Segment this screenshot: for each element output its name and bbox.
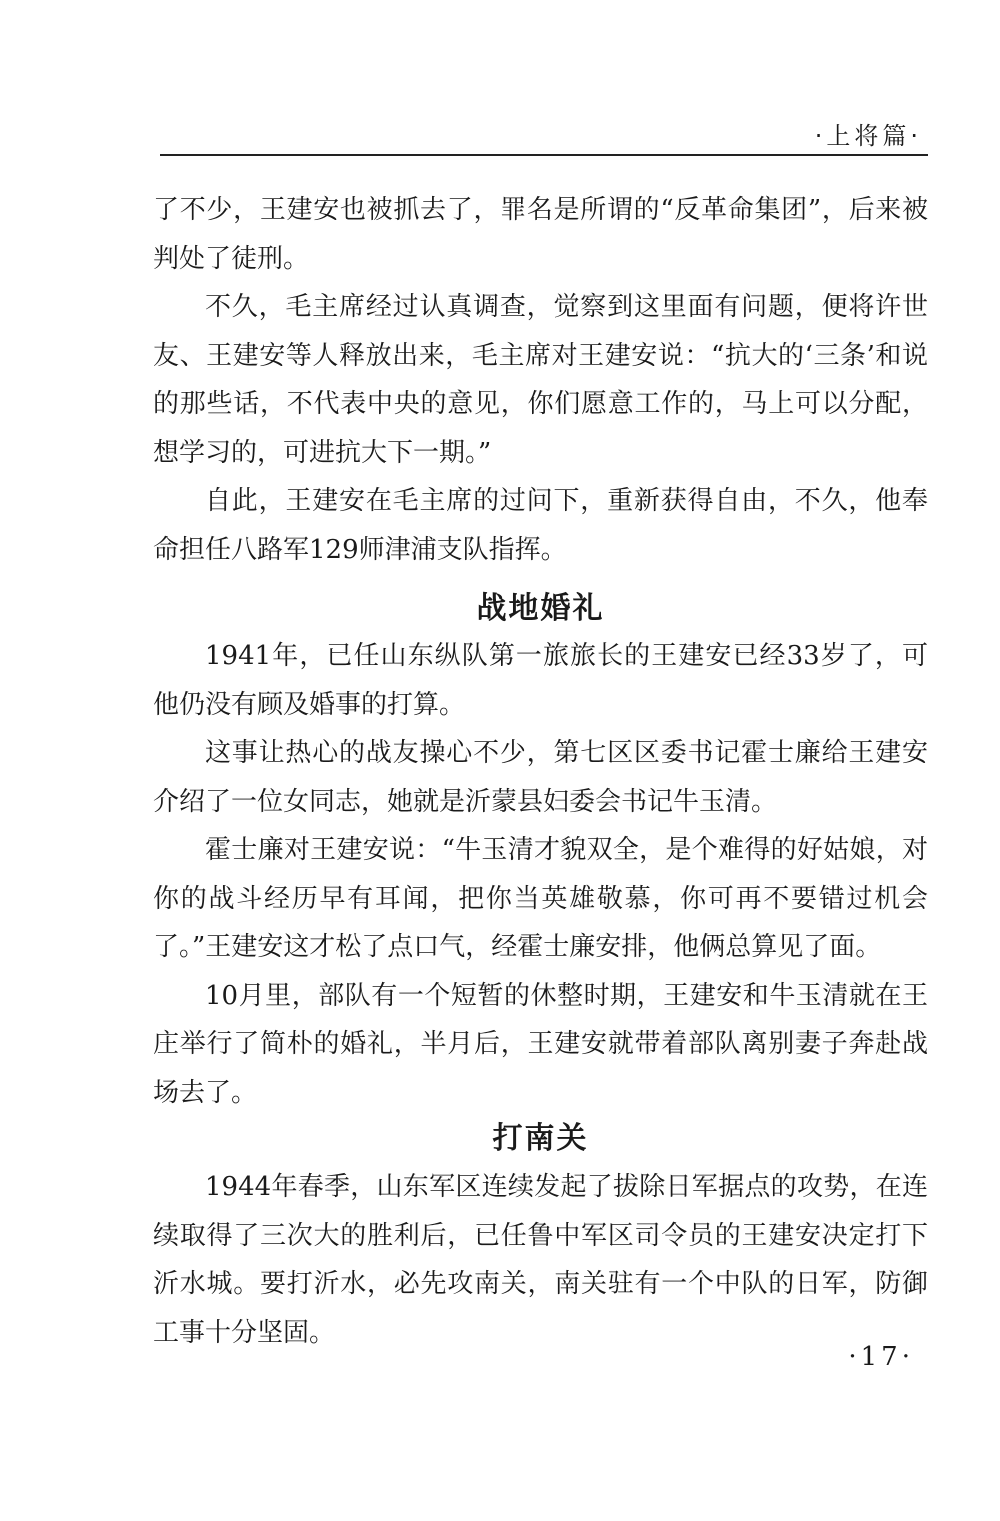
- paragraph: 这事让热心的战友操心不少，第七区区委书记霍士廉给王建安介绍了一位女同志，她就是沂蒙县妇委会书记牛玉清。: [153, 738, 928, 817]
- paragraph: 自此，王建安在毛主席的过问下，重新获得自由，不久，他奉命担任八路军129师津浦支队指挥。: [153, 486, 928, 565]
- paragraph: 不久，毛主席经过认真调查，觉察到这里面有问题，便将许世友、王建安等人释放出来，毛主席对王建安说：“抗大的‘三条’和说的那些话，不代表中央的意见，你们愿意工作的，马上可以分配，想学习的，可进抗大下一期。”: [153, 292, 928, 468]
- section-heading: 打南关: [492, 1121, 589, 1156]
- header-rule: [160, 154, 928, 156]
- paragraph: 了不少，王建安也被抓去了，罪名是所谓的“反革命集团”，后来被判处了徒刑。: [153, 195, 928, 274]
- paragraph: 霍士廉对王建安说：“牛玉清才貌双全，是个难得的好姑娘，对你的战斗经历早有耳闻，把你当英雄敬慕，你可再不要错过机会了。”王建安这才松了点口气，经霍士廉安排，他俩总算见了面。: [153, 835, 928, 962]
- paragraph: 10月里，部队有一个短暂的休整时期，王建安和牛玉清就在王庄举行了简朴的婚礼，半月后，王建安就带着部队离别妻子奔赴战场去了。: [153, 980, 928, 1108]
- section-continued-text: [153, 186, 928, 574]
- paragraph: 1944年春季，山东军区连续发起了拔除日军据点的攻势，在连续取得了三次大的胜利后，已任鲁中军区司令员的王建安决定打下沂水城。要打沂水，必先攻南关，南关驻有一个中队的日军，防御工事十分坚固。: [153, 1172, 928, 1348]
- running-header: ·上将篇·: [814, 122, 922, 150]
- section-heading: 战地婚礼: [476, 591, 605, 626]
- paragraph: 1941年，已任山东纵队第一旅旅长的王建安已经33岁了，可他仍没有顾及婚事的打算。: [153, 641, 928, 720]
- page-number: ·17·: [848, 1342, 914, 1372]
- section-body: [153, 632, 928, 1117]
- section-body: [153, 1163, 928, 1357]
